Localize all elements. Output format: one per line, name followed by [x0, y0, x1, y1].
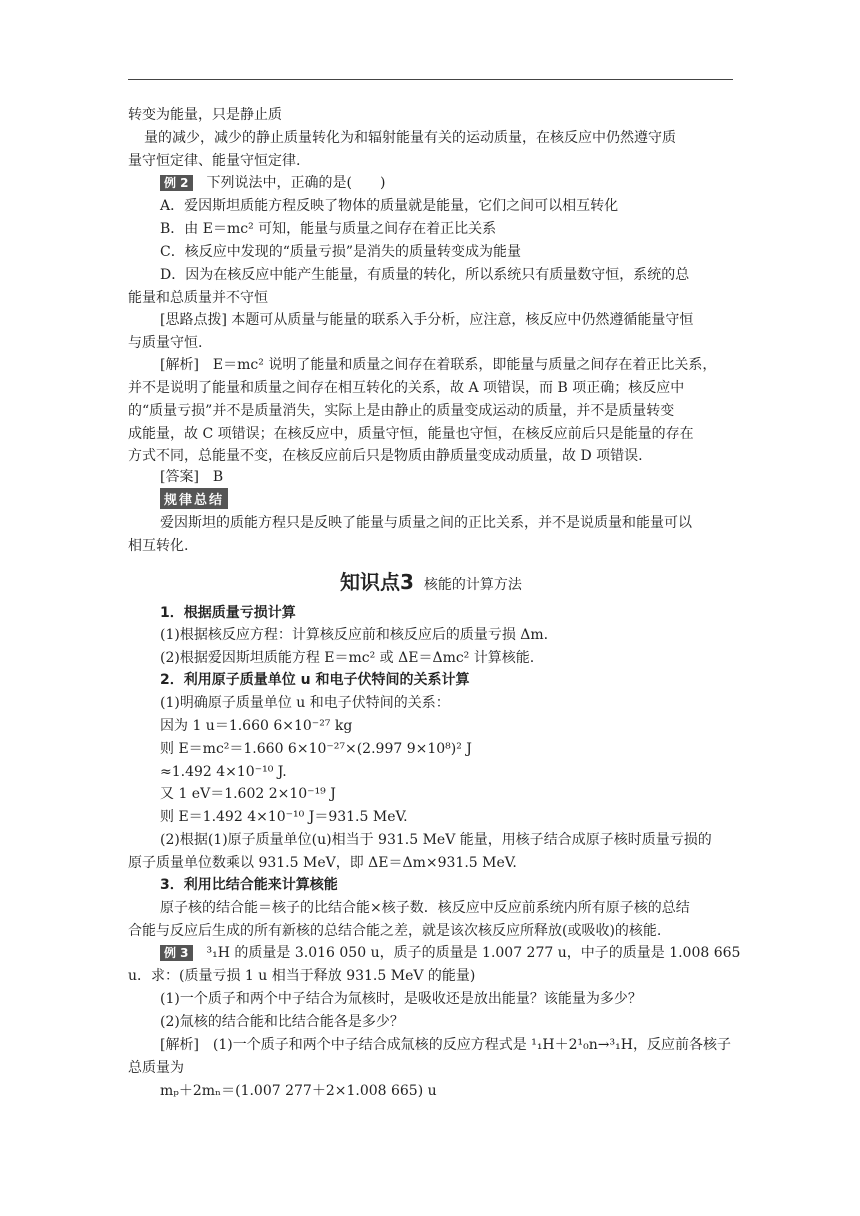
analysis-line: 总质量为 [128, 1060, 184, 1076]
option-d-cont: 能量和总质量并不守恒 [128, 290, 268, 306]
text-line: (2)根据(1)原子质量单位(u)相当于 931.5 MeV 能量，用核子结合成原子核时质量亏损的 [160, 832, 712, 848]
text-line: u．求：(质量亏损 1 u 相当于释放 931.5 MeV 的能量) [128, 968, 476, 984]
text-line: 合能与反应后生成的所有新核的总结合能之差，就是该次核反应所释放(或吸收)的核能. [128, 923, 662, 939]
example-3-question [160, 943, 740, 963]
rules-summary-badge: 规律总结 [160, 488, 228, 509]
text-line: 因为 1 u＝1.660 6×10⁻²⁷ kg [160, 718, 353, 734]
question-text: 下列说法中，正确的是( ) [206, 175, 386, 191]
text-line: 则 E＝mc²＝1.660 6×10⁻²⁷×(2.997 9×10⁸)² J [160, 741, 472, 757]
answer-line: [答案] B [160, 469, 224, 485]
analysis-line: 方式不同，总能量不变，在核反应前后只是物质由静质量变成动质量，故 D 项错误. [128, 448, 643, 464]
text-line: 量守恒定律、能量守恒定律. [128, 153, 301, 169]
option-b: B．由 E＝mc² 可知，能量与质量之间存在着正比关系 [160, 221, 497, 237]
text-line: (1)明确原子质量单位 u 和电子伏特间的关系： [160, 695, 450, 711]
summary-line: 相互转化. [128, 538, 189, 554]
analysis-line: [解析] (1)一个质子和两个中子结合成氚核的反应方程式是 ¹₁H＋2¹₀n→³₁H，反应前各核子 [160, 1037, 731, 1053]
section-heading: 1．根据质量亏损计算 [160, 605, 296, 621]
section-heading: 3．利用比结合能来计算核能 [160, 877, 338, 893]
hint-line: 与质量守恒. [128, 335, 203, 351]
option-d: D．因为在核反应中能产生能量，有质量的转化，所以系统只有质量数守恒，系统的总 [160, 267, 690, 283]
text-line: (1)根据核反应方程：计算核反应前和核反应后的质量亏损 Δm. [160, 627, 549, 643]
knowledge-point-subtitle: 核能的计算方法 [423, 577, 522, 593]
knowledge-point-heading [340, 566, 522, 595]
text-line: 则 E＝1.492 4×10⁻¹⁰ J＝931.5 MeV. [160, 809, 408, 825]
text-line: (2)氚核的结合能和比结合能各是多少？ [160, 1014, 404, 1030]
option-c: C．核反应中发现的“质量亏损”是消失的质量转变成为能量 [160, 244, 522, 260]
text-line: 量的减少，减少的静止质量转化为和辐射能量有关的运动质量，在核反应中仍然遵守质 [144, 130, 676, 146]
analysis-line: 成能量，故 C 项错误；在核反应中，质量守恒，能量也守恒，在核反应前后只是能量的存在 [128, 426, 694, 442]
example-2-question [160, 173, 385, 193]
analysis-line: mₚ＋2mₙ＝(1.007 277＋2×1.008 665) u [160, 1083, 437, 1099]
analysis-line: [解析] E＝mc² 说明了能量和质量之间存在着联系，即能量与质量之间存在着正比关系， [160, 357, 717, 373]
summary-line: 爱因斯坦的质能方程只是反映了能量与质量之间的正比关系，并不是说质量和能量可以 [160, 515, 692, 531]
analysis-line: 的“质量亏损”并不是质量消失，实际上是由静止的质量变成运动的质量，并不是质量转变 [128, 403, 675, 419]
text-line: (2)根据爱因斯坦质能方程 E＝mc² 或 ΔE＝Δmc² 计算核能. [160, 650, 535, 666]
text-line: 转变为能量，只是静止质 [128, 107, 282, 123]
text-line: (1)一个质子和两个中子结合为氚核时，是吸收还是放出能量？该能量为多少？ [160, 991, 642, 1007]
knowledge-point-title: 知识点3 [340, 570, 414, 594]
text-line: ≈1.492 4×10⁻¹⁰ J. [160, 764, 287, 780]
question-text: ³₁H 的质量是 3.016 050 u，质子的质量是 1.007 277 u，中子的质量是 1.008 665 [206, 945, 741, 961]
hint-line: [思路点拨] 本题可从质量与能量的联系入手分析，应注意，核反应中仍然遵循能量守恒 [160, 312, 694, 328]
example-badge: 例 2 [160, 175, 193, 191]
text-line: 又 1 eV＝1.602 2×10⁻¹⁹ J [160, 786, 336, 802]
header-rule [128, 79, 733, 80]
option-a: A．爱因斯坦质能方程反映了物体的质量就是能量，它们之间可以相互转化 [160, 198, 619, 214]
section-heading: 2．利用原子质量单位 u 和电子伏特间的关系计算 [160, 672, 470, 688]
analysis-line: 并不是说明了能量和质量之间存在相互转化的关系，故 A 项错误，而 B 项正确；核反应中 [128, 380, 685, 396]
text-line: 原子核的结合能＝核子的比结合能×核子数．核反应中反应前系统内所有原子核的总结 [160, 900, 690, 916]
text-line: 原子质量单位数乘以 931.5 MeV，即 ΔE＝Δm×931.5 MeV. [128, 855, 517, 871]
example-badge: 例 3 [160, 945, 193, 961]
